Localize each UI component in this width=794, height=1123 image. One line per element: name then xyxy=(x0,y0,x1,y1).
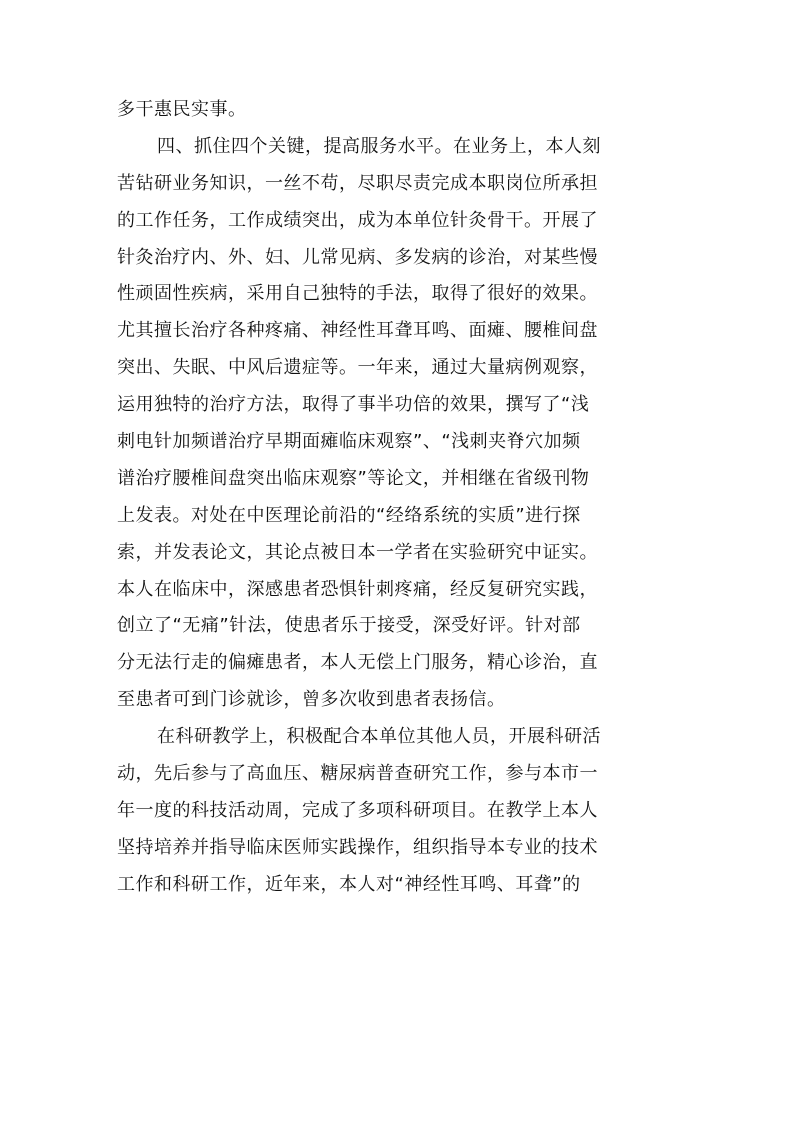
document-body xyxy=(117,92,677,904)
text-line: 索，并发表论文，其论点被日本一学者在实验研究中证实。 xyxy=(117,541,598,563)
text-line: 至患者可到门诊就诊，曾多次收到患者表扬信。 xyxy=(117,689,506,711)
paragraph-first-line: 在科研教学上，积极配合本单位其他人员，开展科研活 xyxy=(157,726,601,748)
text-line: 运用独特的治疗方法，取得了事半功倍的效果，撰写了“浅 xyxy=(117,394,590,416)
text-line: 坚持培养并指导临床医师实践操作，组织指导本专业的技术 xyxy=(117,836,598,858)
text-line: 突出、失眠、中风后遗症等。一年来，通过大量病例观察， xyxy=(117,357,598,379)
paragraph-first-line: 四、抓住四个关键，提高服务水平。在业务上，本人刻 xyxy=(157,135,601,157)
text-line: 年一度的科技活动周，完成了多项科研项目。在教学上本人 xyxy=(117,799,598,821)
text-line: 工作和科研工作，近年来，本人对“神经性耳鸣、耳聋”的 xyxy=(117,873,581,895)
text-line: 刺电针加频谱治疗早期面瘫临床观察”、“浅刺夹脊穴加频 xyxy=(117,431,581,453)
text-line: 多干惠民实事。 xyxy=(117,99,247,120)
text-line: 的工作任务，工作成绩突出，成为本单位针灸骨干。开展了 xyxy=(117,209,598,231)
text-line: 苦钻研业务知识，一丝不苟，尽职尽责完成本职岗位所承担 xyxy=(117,172,598,194)
text-line: 本人在临床中，深感患者恐惧针刺疼痛，经反复研究实践， xyxy=(117,578,598,600)
text-line: 分无法行走的偏瘫患者，本人无偿上门服务，精心诊治，直 xyxy=(117,652,598,674)
text-line: 上发表。对处在中医理论前沿的“经络系统的实质”进行探 xyxy=(117,504,581,526)
text-line: 谱治疗腰椎间盘突出临床观察”等论文，并相继在省级刊物 xyxy=(117,467,590,489)
text-line: 性顽固性疾病，采用自己独特的手法，取得了很好的效果。 xyxy=(117,283,598,305)
text-line: 创立了“无痛”针法，使患者乐于接受，深受好评。针对部 xyxy=(117,615,581,637)
text-line: 动，先后参与了高血压、糖尿病普查研究工作，参与本市一 xyxy=(117,763,598,785)
text-line: 尤其擅长治疗各种疼痛、神经性耳聋耳鸣、面瘫、腰椎间盘 xyxy=(117,320,598,342)
text-line: 针灸治疗内、外、妇、儿常见病、多发病的诊治，对某些慢 xyxy=(117,246,598,268)
